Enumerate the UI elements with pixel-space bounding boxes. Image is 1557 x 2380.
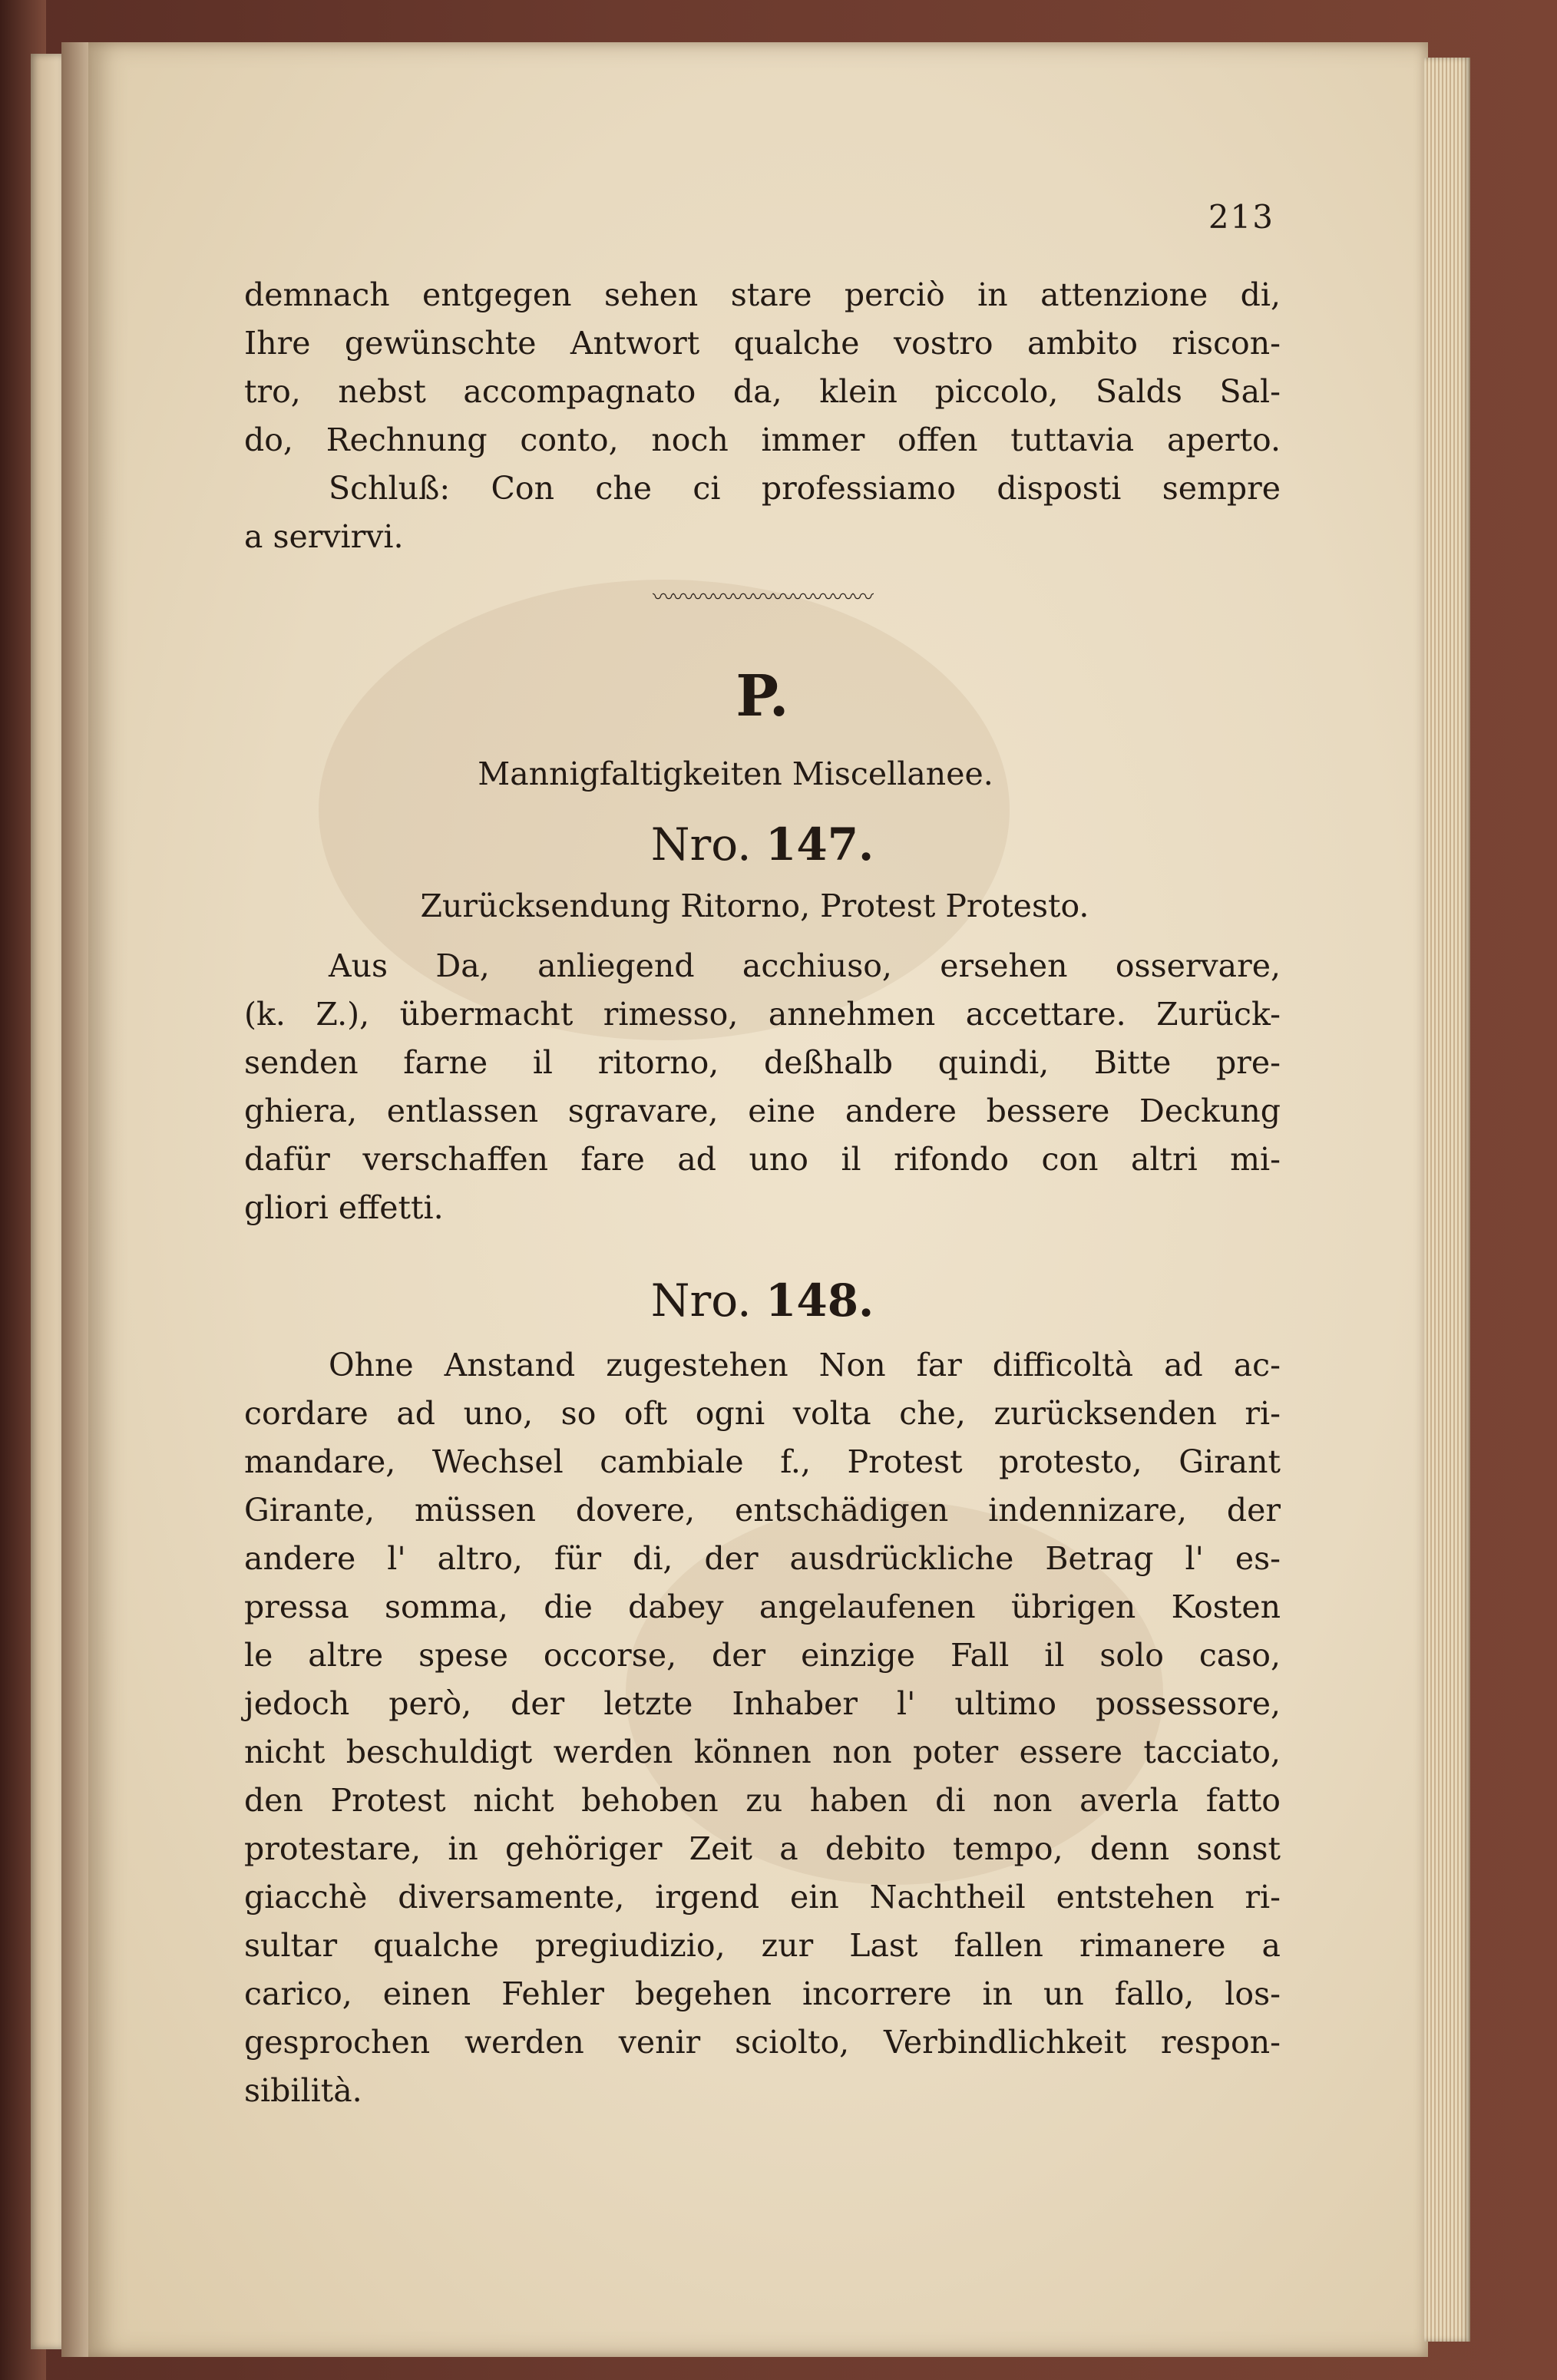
text-line: le altre spese occorse, der einzige Fall il solo caso, <box>244 1637 1281 1674</box>
text-line: carico, einen Fehler begehen incorrere in un fallo, los- <box>244 1975 1281 2012</box>
text-line: jedoch però, der letzte Inhaber l' ultimo possessore, <box>244 1685 1281 1722</box>
text-line: a servirvi. <box>244 518 404 555</box>
entry-paragraph-147 <box>244 942 1281 1232</box>
text-line: Aus Da, anliegend acchiuso, ersehen osservare, <box>329 947 1281 984</box>
text-line: ghiera, entlassen sgravare, eine andere bessere Deckung <box>244 1092 1281 1129</box>
section-title: Mannigfaltigkeiten Miscellanee. <box>478 755 993 792</box>
entry-heading-148 <box>244 1268 1281 1334</box>
text-line: gesprochen werden venir sciolto, Verbindlichkeit respon- <box>244 2024 1281 2061</box>
text-line: senden farne il ritorno, deßhalb quindi, Bitte pre- <box>244 1044 1281 1081</box>
text-line: Schluß: Con che ci professiamo disposti sempre <box>329 470 1281 507</box>
page-number: 213 <box>1208 198 1274 236</box>
page-text <box>244 196 1281 2115</box>
entry-label: Nro. <box>650 1274 752 1327</box>
previous-page-edge <box>31 54 61 2349</box>
text-line: dafür verschaffen fare ad uno il rifondo con altri mi- <box>244 1141 1281 1178</box>
text-line: sultar qualche pregiudizio, zur Last fallen rimanere a <box>244 1927 1281 1964</box>
entry-number: 147. <box>765 818 874 871</box>
entry-label: Nro. <box>650 818 752 871</box>
text-line: Girante, müssen dovere, entschädigen indennizare, der <box>244 1492 1281 1529</box>
section-letter: P. <box>736 663 789 729</box>
text-line: sibilità. <box>244 2072 362 2109</box>
text-line: andere l' altro, für di, der ausdrückliche Betrag l' es- <box>244 1540 1281 1577</box>
text-line: nicht beschuldigt werden können non poter essere tacciato, <box>244 1734 1281 1770</box>
text-line: tro, nebst accompagnato da, klein piccolo, Salds Sal- <box>244 373 1281 410</box>
text-line: gliori effetti. <box>244 1189 444 1226</box>
text-line: Ohne Anstand zugestehen Non far difficoltà ad ac- <box>329 1347 1281 1383</box>
ornamental-divider: 〰〰〰〰〰〰〰〰〰〰〰 <box>652 583 872 610</box>
text-line: Ihre gewünschte Antwort qualche vostro ambito riscon- <box>244 325 1281 362</box>
book-gutter <box>61 42 92 2357</box>
text-line: demnach entgegen sehen stare perciò in attenzione di, <box>244 276 1281 313</box>
text-line: protestare, in gehöriger Zeit a debito tempo, denn sonst <box>244 1830 1281 1867</box>
closing-paragraph <box>244 464 1281 561</box>
text-line: (k. Z.), übermacht rimesso, annehmen accettare. Zurück- <box>244 996 1281 1033</box>
opening-paragraph <box>244 271 1281 464</box>
entry-number: 148. <box>765 1274 874 1327</box>
entry-heading-147 <box>244 812 1281 878</box>
text-line: giacchè diversamente, irgend ein Nachtheil entstehen ri- <box>244 1879 1281 1916</box>
text-line: pressa somma, die dabey angelaufenen übrigen Kosten <box>244 1588 1281 1625</box>
page-stack-edges <box>1424 58 1470 2342</box>
entry-subtitle-147: Zurücksendung Ritorno, Protest Protesto. <box>420 888 1089 924</box>
text-line: mandare, Wechsel cambiale f., Protest protesto, Girant <box>244 1443 1281 1480</box>
text-line: cordare ad uno, so oft ogni volta che, zurücksenden ri- <box>244 1395 1281 1432</box>
text-line: den Protest nicht behoben zu haben di non averla fatto <box>244 1782 1281 1819</box>
text-line: do, Rechnung conto, noch immer offen tuttavia aperto. <box>244 421 1281 458</box>
entry-paragraph-148 <box>244 1341 1281 2115</box>
